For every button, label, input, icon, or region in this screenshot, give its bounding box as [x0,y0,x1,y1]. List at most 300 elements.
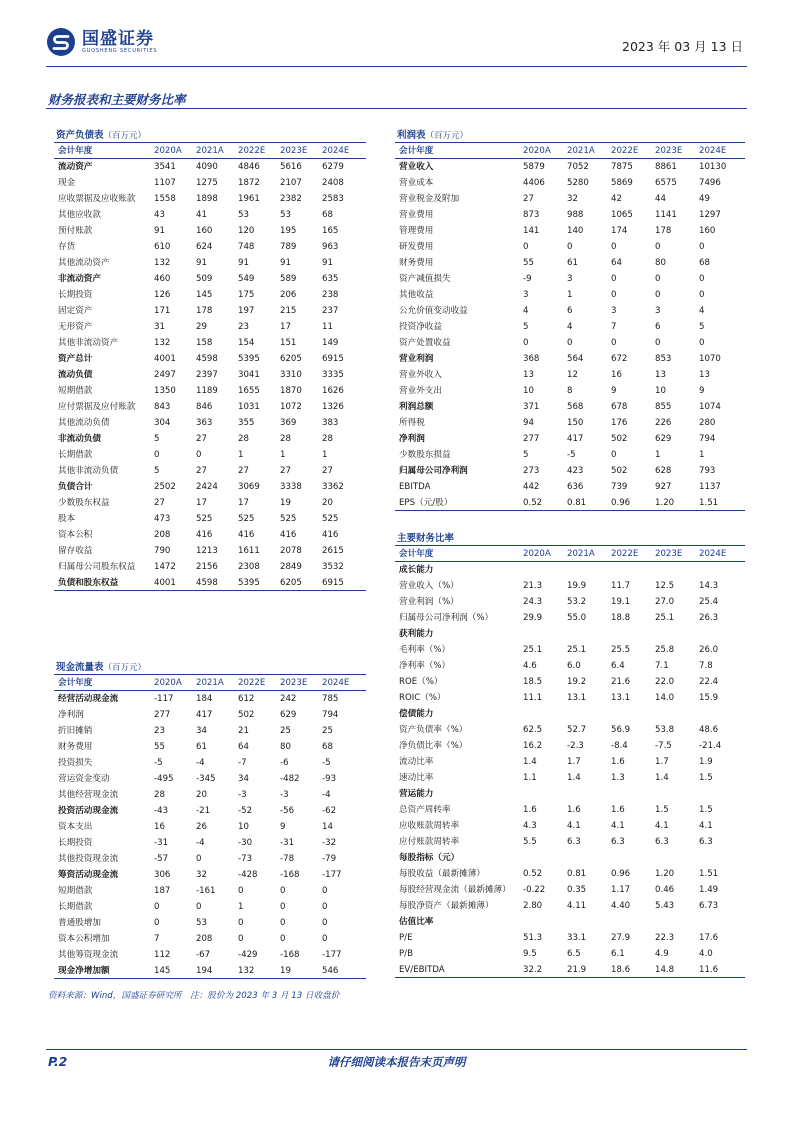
table-row [395,866,745,882]
row-value: 789 [280,242,297,252]
row-value: 10130 [699,162,727,172]
table-row [54,707,366,723]
row-value: -31 [154,838,169,848]
row-value: 785 [322,694,339,704]
row-label: ROIC（%） [399,693,446,703]
row-value [523,786,567,802]
table-unit: （百万元） [103,131,147,141]
row-value: 18.6 [611,965,631,975]
row-label: 少数股东损益 [399,450,451,460]
row-value: 16.2 [523,741,543,751]
table-row [395,367,745,383]
row-value: -52 [238,806,253,816]
table-row [395,946,745,962]
table-header-row [54,143,366,159]
table-row [395,399,745,415]
row-value: -177 [322,870,342,880]
table-row [395,674,745,690]
row-value: 171 [154,306,171,316]
row-value: 14.0 [655,693,675,703]
row-value: 32.2 [523,965,543,975]
row-value: 12.5 [655,581,675,591]
row-label: 投资损失 [58,758,93,768]
row-value: 42 [611,194,622,204]
row-value: 0 [196,450,202,460]
row-value: 27.9 [611,933,631,943]
row-value [655,706,699,722]
row-value [655,850,699,866]
row-value: 141 [523,226,540,236]
row-label: 资产总计 [58,354,93,364]
table-title-text: 主要财务比率 [397,533,455,544]
table-row [54,559,366,575]
row-label: 营业利润 [399,354,434,364]
row-value: 145 [196,290,213,300]
row-label: EPS（元/股） [399,498,453,508]
row-label: 短期借款 [58,386,93,396]
table-row [54,335,366,351]
row-value: 843 [154,402,171,412]
row-value: 112 [154,950,171,960]
row-value: 4.0 [699,949,713,959]
table-row [395,239,745,255]
row-value: 0.81 [567,498,587,508]
row-label: 其他非流动资产 [58,338,119,348]
row-value: 1626 [322,386,344,396]
table-row [54,947,366,963]
row-value: 629 [655,434,672,444]
row-value: 13 [655,370,666,380]
financial-ratios-table [395,532,745,978]
row-value: 18.8 [611,613,631,623]
table-header-row [395,546,745,562]
row-value: 1558 [154,194,176,204]
table-row [54,803,366,819]
row-value: 7 [154,934,160,944]
row-value: 1 [238,450,244,460]
row-value [611,706,655,722]
row-value: 2308 [238,562,260,572]
row-value: 0 [154,450,160,460]
row-value: 3 [567,274,573,284]
row-value: 17 [196,498,207,508]
row-value: 1.9 [699,757,713,767]
row-value [699,914,743,930]
row-value: 2583 [322,194,344,204]
row-value: 739 [611,482,628,492]
row-label: 其他流动负债 [58,418,110,428]
table-row [395,159,745,175]
row-value: 6915 [322,578,344,588]
row-label: 资产处置收益 [399,338,451,348]
row-label: 经营活动现金流 [58,694,119,704]
row-label: EBITDA [399,482,431,492]
row-value: 197 [238,306,255,316]
row-value: -168 [280,950,300,960]
row-value: 22.4 [699,677,719,687]
row-value: 1 [322,450,328,460]
header-divider [46,66,747,67]
row-value: 1.49 [699,885,719,895]
row-label: 速动比率 [399,773,434,783]
header-year: 2023E [655,146,683,156]
row-value: 7.1 [655,661,669,671]
row-value: 11.1 [523,693,543,703]
header-year: 2021A [567,549,595,559]
row-value: 53 [196,918,207,928]
row-label: P/B [399,949,413,959]
row-label: 其他应收款 [58,210,101,220]
row-value: 635 [322,274,339,284]
row-label: 营运资金变动 [58,774,110,784]
logo-text-cn: 国盛证券 [82,28,154,49]
row-value: -79 [322,854,337,864]
row-label: 筹资活动现金流 [58,870,119,880]
row-value: 1.4 [567,773,581,783]
row-value: 442 [523,482,540,492]
row-value: 4 [567,322,573,332]
row-value: -56 [280,806,295,816]
row-value: 178 [655,226,672,236]
row-value: 371 [523,402,540,412]
table-row [395,642,745,658]
row-label: 获利能力 [399,629,434,639]
row-value: 6.5 [567,949,581,959]
row-value: 0.96 [611,869,631,879]
row-label: 应收票据及应收账款 [58,194,136,204]
income-statement-table [395,129,745,511]
row-value [699,626,743,642]
row-value: 628 [655,466,672,476]
row-value: 4598 [196,578,218,588]
row-value: 68 [322,742,333,752]
row-value [523,914,567,930]
row-value: 151 [280,338,297,348]
row-value: 10 [523,386,534,396]
row-value: 1074 [699,402,721,412]
row-value: 206 [280,290,297,300]
row-value: 794 [699,434,716,444]
row-value: 19.1 [611,597,631,607]
row-value [523,850,567,866]
row-value: 2497 [154,370,176,380]
row-value: 29.9 [523,613,543,623]
row-value: 1 [699,450,705,460]
row-value: 678 [611,402,628,412]
row-label: 营业税金及附加 [399,194,460,204]
row-label: 毛利率（%） [399,645,451,655]
row-label: 偿债能力 [399,709,434,719]
row-value: 6.4 [611,661,625,671]
row-value: 20 [322,498,333,508]
row-value: 4.3 [523,821,537,831]
row-label: 净利率（%） [399,661,451,671]
table-row [395,914,745,930]
row-value: 1898 [196,194,218,204]
row-label: 应付票据及应付账款 [58,402,136,412]
row-value: 748 [238,242,255,252]
row-value: 55 [154,742,165,752]
row-value: 4.1 [567,821,581,831]
row-value [611,850,655,866]
row-value: 2.80 [523,901,543,911]
row-label: 资本公积增加 [58,934,110,944]
header-year: 2024E [699,549,727,559]
row-value: 1141 [655,210,677,220]
row-value: 3 [611,306,617,316]
row-label: 营业费用 [399,210,434,220]
row-value: 0 [655,338,661,348]
row-value: 416 [196,530,213,540]
row-value [523,626,567,642]
row-label: 负债和股东权益 [58,578,119,588]
row-value: 509 [196,274,213,284]
row-value: 2849 [280,562,302,572]
table-row [54,931,366,947]
row-value: 1072 [280,402,302,412]
row-value: 4.40 [611,901,631,911]
row-value: 215 [280,306,297,316]
header-year: 2020A [523,549,551,559]
row-value: 1.4 [655,773,669,783]
row-value: 2078 [280,546,302,556]
row-value: 49 [699,194,710,204]
table-row [395,319,745,335]
row-value: 208 [196,934,213,944]
row-value: -30 [238,838,253,848]
row-value: 0.46 [655,885,675,895]
row-value: 154 [238,338,255,348]
row-label: 投资净收益 [399,322,442,332]
row-value: 0 [322,934,328,944]
table-row [395,658,745,674]
row-label: 营业外支出 [399,386,442,396]
row-value: 94 [523,418,534,428]
header-label: 会计年度 [58,146,93,156]
row-value: 80 [655,258,666,268]
row-value: 4.9 [655,949,669,959]
row-value: 242 [280,694,297,704]
row-value: 0.52 [523,498,543,508]
row-value: 1.7 [567,757,581,767]
row-value: 195 [280,226,297,236]
row-value: -177 [322,950,342,960]
header-year: 2024E [322,678,350,688]
table-row [395,706,745,722]
row-label: 其他流动资产 [58,258,110,268]
row-value: 25.1 [655,613,675,623]
row-value: 17 [280,322,291,332]
row-value: 1.5 [699,805,713,815]
row-value: 6.73 [699,901,719,911]
header-year: 2024E [322,146,350,156]
table-row [395,431,745,447]
row-value [699,850,743,866]
row-label: 营业收入 [399,162,434,172]
row-value: 126 [154,290,171,300]
row-label: 归属母公司股东权益 [58,562,136,572]
row-value: 0 [196,902,202,912]
table-row [54,691,366,707]
row-value: 29 [196,322,207,332]
row-value: 31 [154,322,165,332]
row-value: 7 [611,322,617,332]
row-value: 1107 [154,178,176,188]
row-value: 1065 [611,210,633,220]
row-value: 1070 [699,354,721,364]
table-row [54,819,366,835]
row-value: 846 [196,402,213,412]
row-value: 25 [322,726,333,736]
table-row [54,543,366,559]
row-value: 0.96 [611,498,631,508]
row-value: -8.4 [611,741,628,751]
row-value: -93 [322,774,337,784]
row-value: 91 [196,258,207,268]
table-row [395,351,745,367]
row-value: 21.6 [611,677,631,687]
row-value: -4 [322,790,331,800]
row-value: 0.52 [523,869,543,879]
row-value: 23 [154,726,165,736]
row-label: 财务费用 [58,742,93,752]
row-value: 15.9 [699,693,719,703]
table-row [395,447,745,463]
row-value: 132 [238,966,255,976]
row-value: 0 [322,886,328,896]
row-label: 营业利润（%） [399,597,459,607]
row-value: 6279 [322,162,344,172]
row-value [523,562,567,578]
row-label: 长期投资 [58,290,93,300]
row-label: 每股收益（最新摊薄） [399,869,485,879]
row-value: 6.3 [611,837,625,847]
row-value: 4001 [154,578,176,588]
row-label: P/E [399,933,413,943]
row-value: 91 [322,258,333,268]
guosheng-logo-icon [46,27,76,57]
table-title [395,532,745,546]
table-row [54,207,366,223]
header-label: 会计年度 [399,549,434,559]
footer-disclaimer: 请仔细阅读本报告末页声明 [327,1055,466,1069]
row-label: 现金净增加额 [58,966,110,976]
row-value: 5 [154,466,160,476]
row-value: 41 [196,210,207,220]
row-value: -7.5 [655,741,672,751]
row-value: -21.4 [699,741,722,751]
row-value: 6205 [280,578,302,588]
row-label: 资本支出 [58,822,93,832]
row-value: 91 [280,258,291,268]
row-value: 0 [238,886,244,896]
cash-flow-table [54,661,366,979]
row-value: 28 [238,434,249,444]
row-label: 长期借款 [58,902,93,912]
row-value: -6 [280,758,289,768]
row-value [567,850,611,866]
table-row [395,223,745,239]
row-value: 6.1 [611,949,625,959]
row-value: 68 [699,258,710,268]
row-value: 226 [655,418,672,428]
table-row [395,754,745,770]
row-label: 流动比率 [399,757,434,767]
row-value: 3 [523,290,529,300]
table-row [395,415,745,431]
row-value: 32 [567,194,578,204]
table-row [54,191,366,207]
row-value: 3069 [238,482,260,492]
row-value: 5395 [238,578,260,588]
table-row [54,239,366,255]
row-value: 2382 [280,194,302,204]
row-label: 长期投资 [58,838,93,848]
row-value: 853 [655,354,672,364]
row-label: 利润总额 [399,402,434,412]
row-value: 0.81 [567,869,587,879]
row-value: 18.5 [523,677,543,687]
row-value: 629 [280,710,297,720]
row-value: 175 [238,290,255,300]
row-value: 1.6 [567,805,581,815]
table-title-text: 利润表 [397,130,426,141]
row-label: 营业收入（%） [399,581,459,591]
row-value: 0 [523,338,529,348]
row-label: 公允价值变动收益 [399,306,468,316]
row-value: 3532 [322,562,344,572]
row-value: 27.0 [655,597,675,607]
row-value: 9 [280,822,286,832]
row-value: 7.8 [699,661,713,671]
table-title [54,661,366,675]
row-label: 存货 [58,242,76,252]
table-row [54,223,366,239]
table-row [395,175,745,191]
row-value: 187 [154,886,171,896]
row-value: 0 [611,290,617,300]
row-value: 174 [611,226,628,236]
row-value: 13 [699,370,710,380]
row-value: 19 [280,966,291,976]
table-header-row [54,675,366,691]
row-value: 10 [238,822,249,832]
row-value: 502 [611,434,628,444]
header-year: 2023E [280,146,308,156]
row-value: 4001 [154,354,176,364]
row-value: 1326 [322,402,344,412]
table-unit: （百万元） [103,663,147,673]
row-value: 0 [154,918,160,928]
table-title [54,129,366,143]
row-value: 1.4 [523,757,537,767]
row-value: -345 [196,774,216,784]
row-value: 0 [611,242,617,252]
row-value: 34 [196,726,207,736]
row-value: 0 [699,338,705,348]
row-value: -0.22 [523,885,546,895]
row-value: 34 [238,774,249,784]
row-value: 52.7 [567,725,587,735]
row-value: 68 [322,210,333,220]
row-value: 80 [280,742,291,752]
row-value: -5 [154,758,163,768]
row-value: 3338 [280,482,302,492]
row-value: 51.3 [523,933,543,943]
row-label: 资本公积 [58,530,93,540]
row-value: 13.1 [567,693,587,703]
row-value: 4 [523,306,529,316]
